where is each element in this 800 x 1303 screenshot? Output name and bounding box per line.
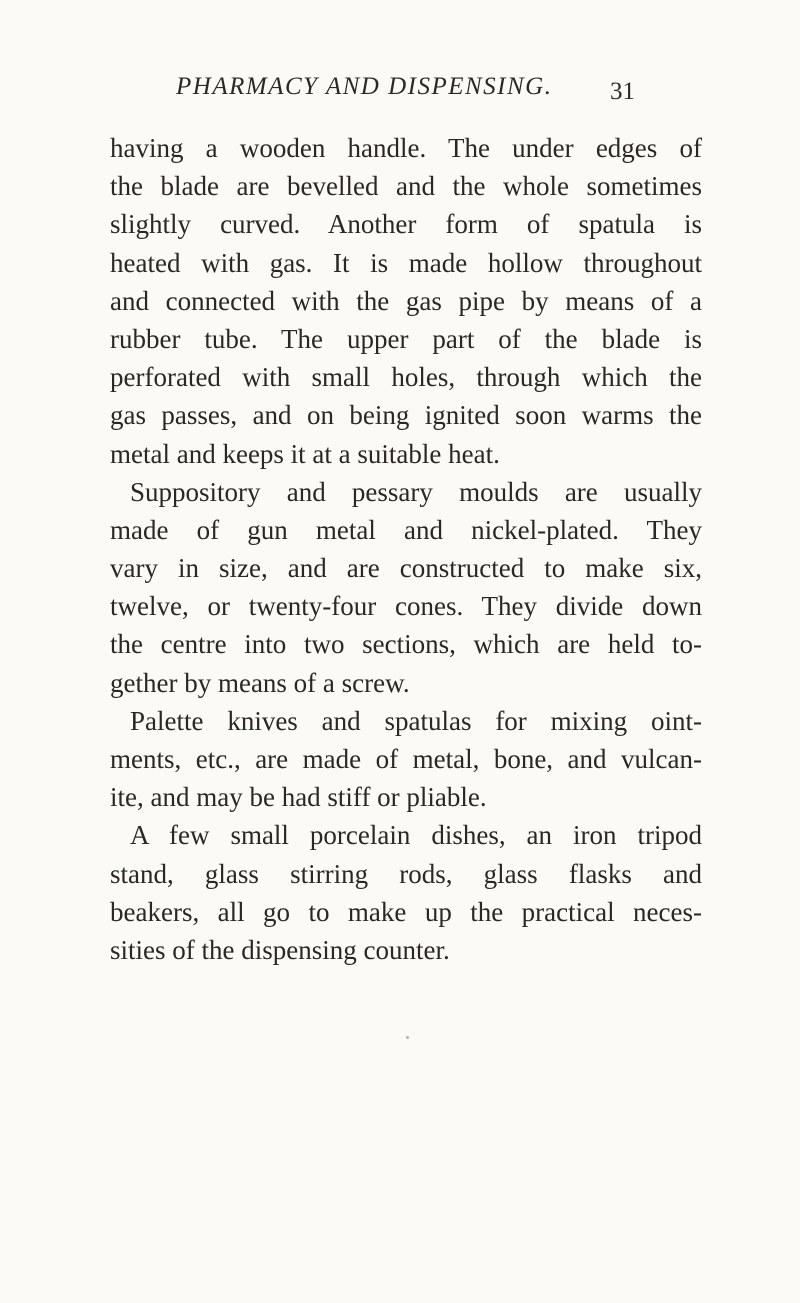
paragraph-start-line: Palette knives and spatulas for mixing oint-: [130, 705, 702, 736]
text-line: beakers, all go to make up the practical neces-: [110, 896, 702, 927]
text-line: the blade are bevelled and the whole sometimes: [110, 171, 702, 202]
text-line: vary in size, and are constructed to make six,: [110, 553, 702, 584]
text-line: the centre into two sections, which are held to-: [110, 629, 702, 660]
text-line: gether by means of a screw.: [110, 667, 410, 698]
text-line: stand, glass stirring rods, glass flasks and: [110, 858, 702, 889]
paragraph-start-line: Suppository and pessary moulds are usually: [130, 476, 702, 507]
text-line: having a wooden handle. The under edges of: [110, 133, 702, 163]
text-line: slightly curved. Another form of spatula is: [110, 209, 702, 240]
text-line: made of gun metal and nickel-plated. They: [110, 514, 702, 545]
text-line: sities of the dispensing counter.: [110, 934, 450, 965]
paper-speck: [406, 1036, 409, 1039]
text-line: gas passes, and on being ignited soon warms the: [110, 400, 702, 431]
text-line: ite, and may be had stiff or pliable.: [110, 782, 487, 813]
paragraph-start-line: A few small porcelain dishes, an iron tripod: [130, 820, 702, 851]
text-line: ments, etc., are made of metal, bone, and vulcan-: [110, 744, 702, 774]
text-line: metal and keeps it at a suitable heat.: [110, 438, 500, 469]
body-text: [110, 129, 702, 969]
text-line: perforated with small holes, through which the: [110, 362, 702, 393]
page-number: 31: [610, 78, 635, 105]
running-head: PHARMACY AND DISPENSING.: [176, 73, 553, 100]
text-line: and connected with the gas pipe by means of a: [110, 285, 702, 316]
text-line: rubber tube. The upper part of the blade is: [110, 323, 702, 354]
text-line: twelve, or twenty-four cones. They divide down: [110, 591, 702, 622]
text-line: heated with gas. It is made hollow throughout: [110, 247, 702, 278]
